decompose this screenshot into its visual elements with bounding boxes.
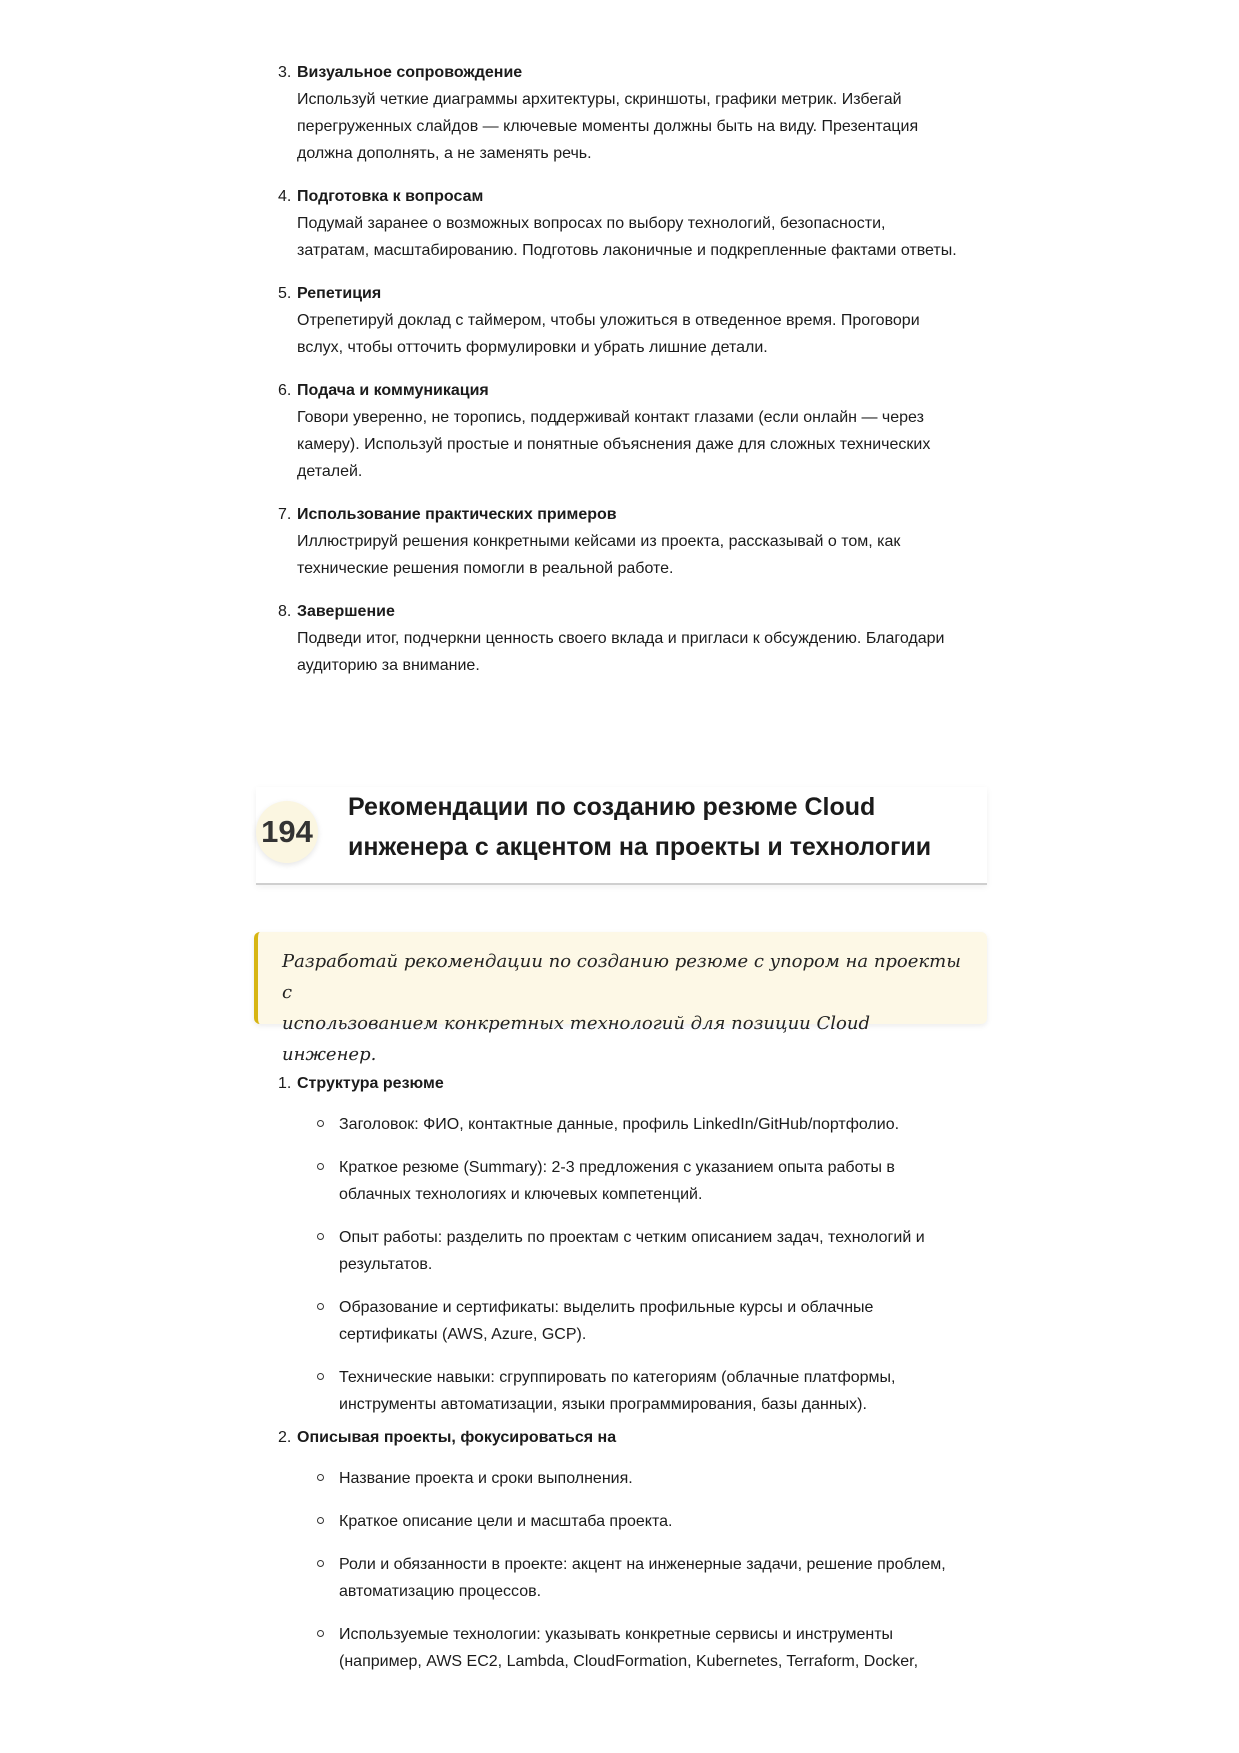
item-text: Отрепетируй доклад с таймером, чтобы уложиться в отведенное время. Проговори [297, 312, 920, 329]
circle-bullet-icon [317, 1560, 324, 1567]
bullet-text: Заголовок: ФИО, контактные данные, профиль LinkedIn/GitHub/портфолио. [339, 1116, 900, 1133]
item-text: перегруженных слайдов — ключевые моменты должны быть на виду. Презентация [297, 118, 919, 135]
item-title: Подача и коммуникация [297, 382, 489, 399]
bullet-text: Технические навыки: сгруппировать по категориям (облачные платформы, [339, 1369, 896, 1386]
item-title: Подготовка к вопросам [297, 188, 484, 205]
circle-bullet-icon [317, 1373, 324, 1380]
quote-line: использованием конкретных технологий для позиции Cloud инженер. [282, 1013, 870, 1065]
list-item [278, 501, 998, 582]
sub-list-item [317, 1508, 998, 1535]
item-text: вслух, чтобы отточить формулировки и убрать лишние детали. [297, 339, 768, 356]
list-item [278, 59, 998, 167]
bullet-text: Используемые технологии: указывать конкретные сервисы и инструменты [339, 1626, 894, 1643]
section-title-line: Рекомендации по созданию резюме Cloud [348, 793, 876, 821]
item-text: камеру). Используй простые и понятные объяснения даже для сложных технических [297, 436, 931, 453]
item-title: Структура резюме [297, 1075, 444, 1092]
item-number: 4. [278, 188, 292, 205]
bullet-text: Краткое описание цели и масштаба проекта. [339, 1513, 673, 1530]
bullet-text: сертификаты (AWS, Azure, GCP). [339, 1326, 587, 1343]
circle-bullet-icon [317, 1474, 324, 1481]
resume-list [278, 1070, 998, 1691]
section-title-line: инженера с акцентом на проекты и технологии [348, 833, 932, 861]
item-text: аудиторию за внимание. [297, 657, 480, 674]
list-item [278, 1424, 998, 1675]
circle-bullet-icon [317, 1163, 324, 1170]
section-title [348, 787, 988, 867]
bullet-text: Краткое резюме (Summary): 2-3 предложения с указанием опыта работы в [339, 1159, 895, 1176]
item-title: Завершение [297, 603, 395, 620]
sub-list-item [317, 1465, 998, 1492]
circle-bullet-icon [317, 1630, 324, 1637]
list-item [278, 280, 998, 361]
bullet-text: Опыт работы: разделить по проектам с четким описанием задач, технологий и [339, 1229, 925, 1246]
bullet-text: автоматизацию процессов. [339, 1583, 542, 1600]
list-item [278, 1070, 998, 1418]
circle-bullet-icon [317, 1233, 324, 1240]
sub-list [297, 1465, 998, 1675]
item-number: 3. [278, 64, 292, 81]
item-number: 2. [278, 1429, 292, 1446]
item-text: Используй четкие диаграммы архитектуры, скриншоты, графики метрик. Избегай [297, 91, 902, 108]
prompt-quote [254, 932, 987, 1065]
bullet-text: (например, AWS EC2, Lambda, CloudFormation, Kubernetes, Terraform, Docker, [339, 1653, 919, 1670]
section-heading [256, 787, 987, 885]
sub-list-item [317, 1551, 998, 1605]
circle-bullet-icon [317, 1120, 324, 1127]
sub-list-item [317, 1111, 998, 1138]
quote-line: Разработай рекомендации по созданию резюме с упором на проекты с [282, 951, 961, 1003]
item-number: 1. [278, 1075, 292, 1092]
sub-list-item [317, 1294, 998, 1348]
circle-bullet-icon [317, 1303, 324, 1310]
bullet-text: облачных технологиях и ключевых компетенций. [339, 1186, 703, 1203]
item-text: деталей. [297, 463, 363, 480]
item-number: 7. [278, 506, 292, 523]
item-text: Подведи итог, подчеркни ценность своего вклада и пригласи к обсуждению. Благодари [297, 630, 945, 647]
item-title: Репетиция [297, 285, 382, 302]
list-item [278, 598, 998, 679]
sub-list-item [317, 1154, 998, 1208]
item-text: должна дополнять, а не заменять речь. [297, 145, 592, 162]
item-number: 8. [278, 603, 292, 620]
item-number: 5. [278, 285, 292, 302]
item-text: Подумай заранее о возможных вопросах по выбору технологий, безопасности, [297, 215, 886, 232]
item-text: Иллюстрируй решения конкретными кейсами из проекта, рассказывай о том, как [297, 533, 901, 550]
item-title: Описывая проекты, фокусироваться на [297, 1429, 617, 1446]
recommendations-list [278, 59, 998, 695]
item-title: Визуальное сопровождение [297, 64, 523, 81]
bullet-text: результатов. [339, 1256, 433, 1273]
item-text: технические решения помогли в реальной работе. [297, 560, 674, 577]
item-number: 6. [278, 382, 292, 399]
bullet-text: Роли и обязанности в проекте: акцент на инженерные задачи, решение проблем, [339, 1556, 946, 1573]
sub-list-item [317, 1621, 998, 1675]
item-text: затратам, масштабированию. Подготовь лаконичные и подкрепленные фактами ответы. [297, 242, 957, 259]
item-text: Говори уверенно, не торопись, поддерживай контакт глазами (если онлайн — через [297, 409, 924, 426]
list-item [278, 183, 998, 264]
sub-list [297, 1111, 998, 1418]
circle-bullet-icon [317, 1517, 324, 1524]
bullet-text: инструменты автоматизации, языки программирования, базы данных). [339, 1396, 867, 1413]
sub-list-item [317, 1364, 998, 1418]
bullet-text: Образование и сертификаты: выделить профильные курсы и облачные [339, 1299, 874, 1316]
item-title: Использование практических примеров [297, 506, 617, 523]
sub-list-item [317, 1224, 998, 1278]
section-number-badge: 194 [256, 801, 318, 863]
bullet-text: Название проекта и сроки выполнения. [339, 1470, 633, 1487]
list-item [278, 377, 998, 485]
